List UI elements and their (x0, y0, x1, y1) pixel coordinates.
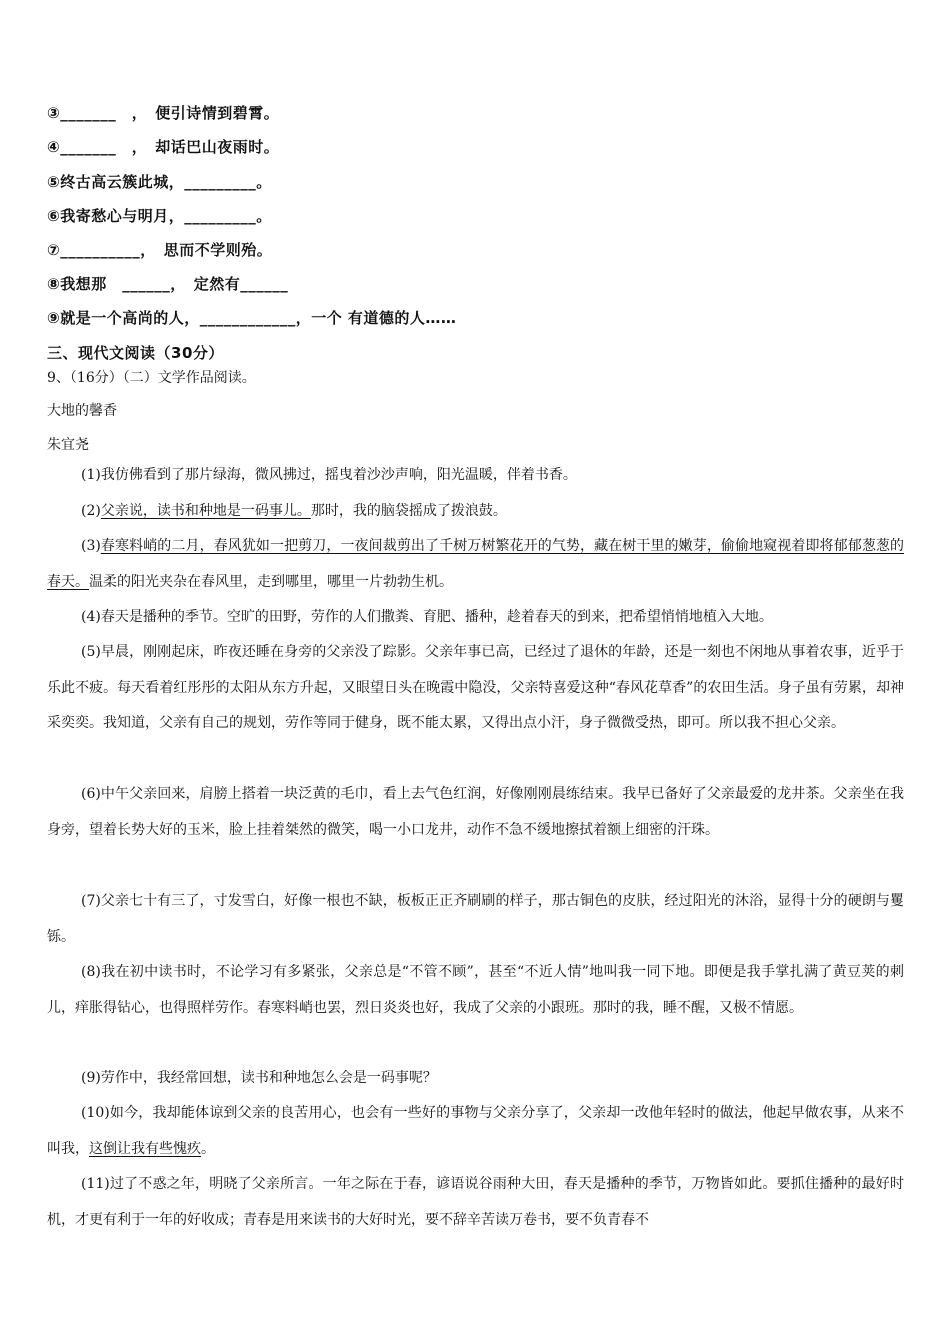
paragraph-3-underlined: 春寒料峭的二月，春风犹如一把剪刀，一夜间裁剪出了千树万树繁花开的气势，藏在树干里的嫩芽，偷偷地窥视着即将郁郁葱葱的春天。 (47, 538, 904, 590)
paragraph-4 (47, 600, 904, 636)
paragraph-4-text: (4)春天是播种的季节。空旷的田野，劳作的人们撒粪、育肥、播种，趁着春天的到来，把希望悄悄地植入大地。 (81, 609, 773, 625)
fill-in-7: ⑦__________， 思而不学则殆。 (47, 241, 273, 259)
paragraph-10 (47, 1096, 904, 1167)
fill-in-8: ⑧我想那 ______， 定然有______ (47, 275, 289, 293)
paragraph-9-text: (9)劳作中，我经常回想，读书和种地怎么会是一码事呢？ (81, 1070, 437, 1086)
paragraph-8 (47, 955, 904, 1026)
paragraph-3 (47, 529, 904, 600)
fill-in-5: ⑤终古高云簇此城，_________。 (47, 173, 272, 191)
paragraph-5-text: (5)早晨，刚刚起床，昨夜还睡在身旁的父亲没了踪影。父亲年事已高，已经过了退休的年龄，还是一刻也不闲地从事着农事，近乎于乐此不疲。每天看着红彤彤的太阳从东方升起，又眼望日头在晚霞中隐没，父亲特喜爱这种“春风花草香”的农田生活。身子虽有劳累，却神采奕奕。我知道，父亲有自己的规划，劳作等同于健身，既不能太累，又得出点小汗，身子微微受热，即可。所以我不担心父亲。 (47, 644, 904, 731)
paragraph-6-text: (6)中午父亲回来，肩膀上搭着一块泛黄的毛巾，看上去气色红润，好像刚刚晨练结束。我早已备好了父亲最爱的龙井茶。父亲坐在我身旁，望着长势大好的玉米，脸上挂着桀然的微笑，喝一小口龙井，动作不急不缓地擦拭着额上细密的汗珠。 (47, 786, 904, 838)
fill-in-6: ⑥我寄愁心与明月，_________。 (47, 207, 272, 225)
paragraph-11-text: (11)过了不惑之年，明晓了父亲所言。一年之际在于春，谚语说谷雨种大田，春天是播种的季节，万物皆如此。要抓住播种的最好时机，才更有利于一年的好收成；青春是用来读书的大好时光，要不辞辛苦读万卷书，要不负青春不 (47, 1176, 904, 1228)
paragraph-9 (47, 1061, 904, 1097)
paragraph-1 (47, 458, 904, 494)
paragraph-2-underlined: 父亲说，读书和种地是一码事儿。 (100, 503, 311, 519)
paragraph-3-rest: 温柔的阳光夹杂在春风里，走到哪里，哪里一片勃勃生机。 (89, 573, 453, 590)
paragraph-10-rest: 。 (201, 1140, 215, 1157)
fill-in-9: ⑨就是一个高尚的人，____________，一个 有道德的人…… (47, 309, 457, 327)
section-heading: 三、现代文阅读（30分） (47, 344, 224, 362)
paragraph-10-prefix: (10)如今，我却能体谅到父亲的良苦用心，也会有一些好的事物与父亲分享了，父亲却一改他年轻时的做法，他起早做农事，从来不叫我， (47, 1105, 904, 1157)
question-9-prompt: 9、（16分）（二）文学作品阅读。 (47, 370, 256, 386)
paragraph-2 (47, 494, 904, 530)
paragraph-6 (47, 777, 904, 848)
paragraph-1-text: (1)我仿佛看到了那片绿海，微风拂过，摇曳着沙沙声响，阳光温暖，伴着书香。 (81, 467, 577, 483)
fill-in-4: ④_______ ， 却话巴山夜雨时。 (47, 138, 280, 156)
article-title: 大地的馨香 (47, 403, 117, 419)
paragraph-7 (47, 884, 904, 955)
paragraph-8-text: (8)我在初中读书时，不论学习有多紧张，父亲总是“不管不顾”，甚至“不近人情”地叫我一同下地。即便是我手掌扎满了黄豆荚的刺儿，痒胀得钻心，也得照样劳作。春寒料峭也罢，烈日炎炎也好，我成了父亲的小跟班。那时的我，睡不醒，又极不情愿。 (47, 964, 904, 1016)
paragraph-11 (47, 1167, 904, 1238)
paragraph-7-text: (7)父亲七十有三了，寸发雪白，好像一根也不缺，板板正正齐刷刷的样子，那古铜色的皮肤，经过阳光的沐浴，显得十分的硬朗与矍铄。 (47, 893, 904, 945)
fill-in-3: ③_______ ， 便引诗情到碧霄。 (47, 104, 280, 122)
paragraph-5 (47, 635, 904, 742)
paragraph-2-rest: 那时，我的脑袋摇成了拨浪鼓。 (310, 503, 507, 519)
article-author: 朱宜尧 (47, 437, 89, 453)
paragraph-2-prefix: (2) (81, 503, 101, 519)
paragraph-10-underlined: 这倒让我有些愧疚 (89, 1140, 201, 1157)
paragraph-3-prefix: (3) (81, 538, 101, 554)
